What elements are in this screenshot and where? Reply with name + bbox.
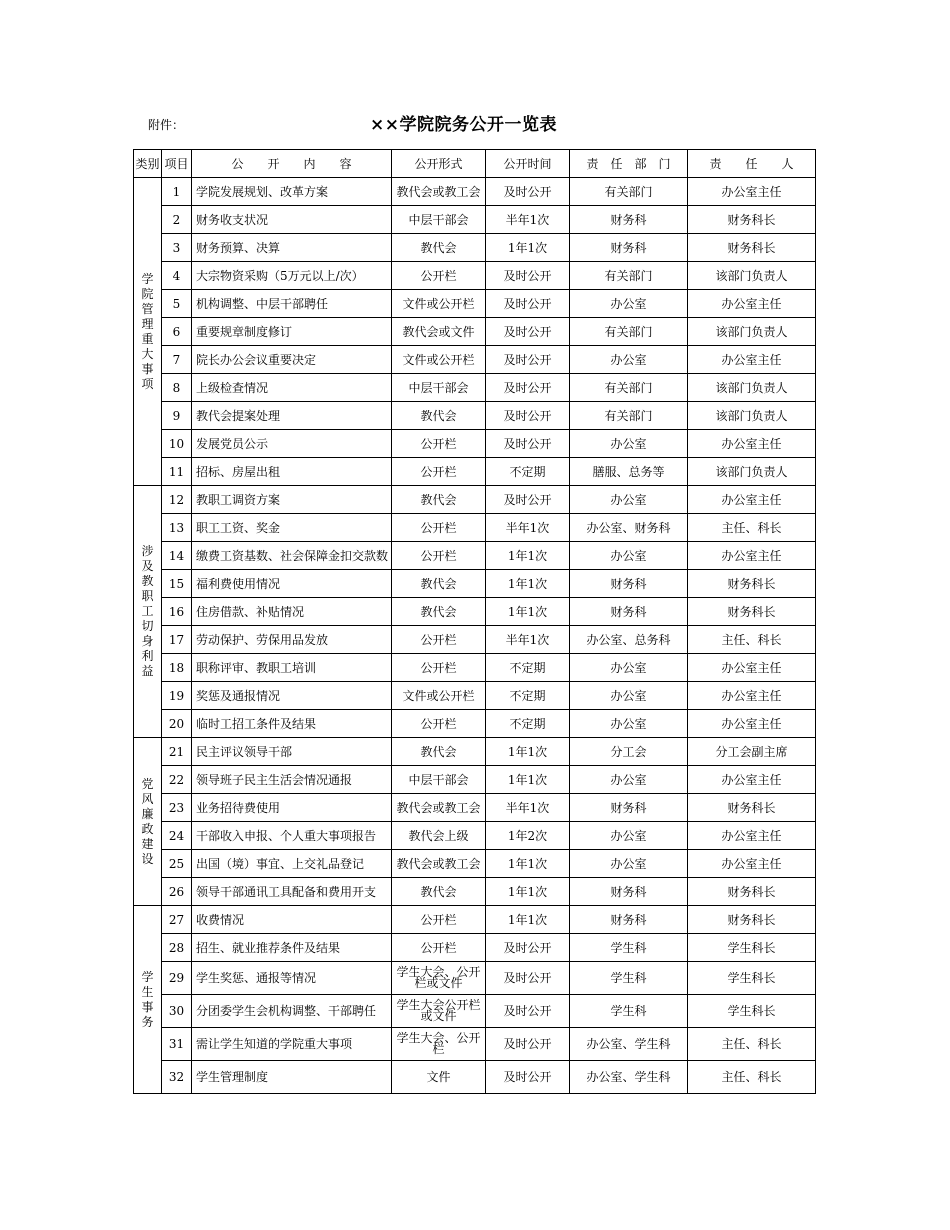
item-form: 学生大会、公开栏或文件 [392, 962, 486, 995]
table-row [134, 178, 816, 206]
item-time: 1年1次 [486, 542, 570, 570]
item-department: 财务科 [570, 234, 688, 262]
table-row [134, 402, 816, 430]
item-time: 及时公开 [486, 346, 570, 374]
item-person: 学生科长 [688, 995, 816, 1028]
item-form: 文件或公开栏 [392, 346, 486, 374]
item-number: 7 [162, 346, 192, 374]
table-row [134, 290, 816, 318]
item-content: 需让学生知道的学院重大事项 [192, 1028, 392, 1061]
item-department: 有关部门 [570, 262, 688, 290]
item-content: 干部收入申报、个人重大事项报告 [192, 822, 392, 850]
page-title: ××学院院务公开一览表 [370, 115, 557, 135]
item-department: 办公室 [570, 682, 688, 710]
item-content: 机构调整、中层干部聘任 [192, 290, 392, 318]
item-number: 31 [162, 1028, 192, 1061]
table-row [134, 262, 816, 290]
item-time: 1年1次 [486, 570, 570, 598]
item-person: 财务科长 [688, 878, 816, 906]
item-department: 办公室 [570, 430, 688, 458]
item-content: 劳动保护、劳保用品发放 [192, 626, 392, 654]
item-number: 20 [162, 710, 192, 738]
item-time: 1年2次 [486, 822, 570, 850]
item-department: 有关部门 [570, 178, 688, 206]
table-row [134, 234, 816, 262]
item-content: 出国（境）事宜、上交礼品登记 [192, 850, 392, 878]
table-row [134, 542, 816, 570]
item-content: 招生、就业推荐条件及结果 [192, 934, 392, 962]
item-person: 财务科长 [688, 206, 816, 234]
item-department: 分工会 [570, 738, 688, 766]
item-content: 民主评议领导干部 [192, 738, 392, 766]
item-person: 办公室主任 [688, 486, 816, 514]
item-person: 该部门负责人 [688, 402, 816, 430]
item-content: 职工工资、奖金 [192, 514, 392, 542]
item-content: 财务预算、决算 [192, 234, 392, 262]
item-person: 办公室主任 [688, 710, 816, 738]
table-row [134, 906, 816, 934]
item-person: 办公室主任 [688, 682, 816, 710]
header-item: 项目 [162, 150, 192, 178]
table-row [134, 1061, 816, 1094]
table-row [134, 962, 816, 995]
item-form: 公开栏 [392, 262, 486, 290]
header-department: 责 任 部 门 [570, 150, 688, 178]
category-label: 涉及教职工切身利益 [141, 544, 154, 678]
item-time: 及时公开 [486, 290, 570, 318]
table-row [134, 766, 816, 794]
item-number: 19 [162, 682, 192, 710]
item-person: 财务科长 [688, 570, 816, 598]
item-form: 公开栏 [392, 626, 486, 654]
item-number: 24 [162, 822, 192, 850]
table-row [134, 514, 816, 542]
item-department: 财务科 [570, 878, 688, 906]
table-row [134, 346, 816, 374]
table-row [134, 1028, 816, 1061]
item-content: 大宗物资采购（5万元以上/次） [192, 262, 392, 290]
item-person: 办公室主任 [688, 654, 816, 682]
item-time: 及时公开 [486, 995, 570, 1028]
item-form: 教代会或教工会 [392, 850, 486, 878]
item-time: 及时公开 [486, 1028, 570, 1061]
item-number: 14 [162, 542, 192, 570]
table-row [134, 710, 816, 738]
header-form: 公开形式 [392, 150, 486, 178]
item-time: 1年1次 [486, 234, 570, 262]
item-number: 28 [162, 934, 192, 962]
item-number: 11 [162, 458, 192, 486]
item-number: 1 [162, 178, 192, 206]
item-department: 有关部门 [570, 402, 688, 430]
table-row [134, 626, 816, 654]
category-label: 学生事务 [141, 969, 154, 1029]
category-label: 党风廉政建设 [141, 776, 154, 866]
item-number: 10 [162, 430, 192, 458]
table-row [134, 738, 816, 766]
item-person: 财务科长 [688, 794, 816, 822]
table-row [134, 878, 816, 906]
item-form: 文件或公开栏 [392, 290, 486, 318]
item-time: 1年1次 [486, 906, 570, 934]
item-form: 教代会或教工会 [392, 178, 486, 206]
item-number: 29 [162, 962, 192, 995]
item-person: 办公室主任 [688, 822, 816, 850]
item-form: 教代会 [392, 570, 486, 598]
item-content: 学生奖惩、通报等情况 [192, 962, 392, 995]
item-time: 及时公开 [486, 486, 570, 514]
item-department: 有关部门 [570, 318, 688, 346]
item-person: 主任、科长 [688, 1028, 816, 1061]
item-number: 21 [162, 738, 192, 766]
item-form: 教代会 [392, 878, 486, 906]
item-time: 半年1次 [486, 794, 570, 822]
item-form: 学生大会、公开栏 [392, 1028, 486, 1061]
item-time: 半年1次 [486, 206, 570, 234]
item-time: 1年1次 [486, 878, 570, 906]
item-content: 财务收支状况 [192, 206, 392, 234]
item-content: 福利费使用情况 [192, 570, 392, 598]
item-time: 不定期 [486, 458, 570, 486]
item-department: 财务科 [570, 206, 688, 234]
item-person: 财务科长 [688, 598, 816, 626]
item-form: 教代会或教工会 [392, 794, 486, 822]
item-department: 办公室 [570, 486, 688, 514]
item-person: 该部门负责人 [688, 262, 816, 290]
table-row [134, 794, 816, 822]
item-time: 及时公开 [486, 430, 570, 458]
item-number: 27 [162, 906, 192, 934]
item-person: 办公室主任 [688, 430, 816, 458]
category-cell [134, 906, 162, 1094]
item-number: 2 [162, 206, 192, 234]
item-number: 15 [162, 570, 192, 598]
item-time: 及时公开 [486, 934, 570, 962]
item-department: 办公室 [570, 850, 688, 878]
item-form: 教代会 [392, 402, 486, 430]
table-row [134, 570, 816, 598]
header-row [134, 150, 816, 178]
item-content: 上级检查情况 [192, 374, 392, 402]
item-time: 及时公开 [486, 1061, 570, 1094]
item-person: 财务科长 [688, 906, 816, 934]
disclosure-table [133, 149, 816, 1094]
item-content: 分团委学生会机构调整、干部聘任 [192, 995, 392, 1028]
item-time: 及时公开 [486, 374, 570, 402]
header-person: 责 任 人 [688, 150, 816, 178]
item-time: 不定期 [486, 682, 570, 710]
table-row [134, 206, 816, 234]
table-row [134, 318, 816, 346]
table-row [134, 374, 816, 402]
item-number: 30 [162, 995, 192, 1028]
category-cell [134, 178, 162, 486]
item-person: 主任、科长 [688, 626, 816, 654]
item-number: 8 [162, 374, 192, 402]
item-department: 膳服、总务等 [570, 458, 688, 486]
item-form: 教代会 [392, 234, 486, 262]
item-time: 及时公开 [486, 318, 570, 346]
item-time: 及时公开 [486, 962, 570, 995]
item-form: 学生大会公开栏或文件 [392, 995, 486, 1028]
item-department: 办公室、学生科 [570, 1028, 688, 1061]
item-person: 主任、科长 [688, 514, 816, 542]
item-number: 18 [162, 654, 192, 682]
item-number: 13 [162, 514, 192, 542]
item-form: 教代会 [392, 486, 486, 514]
item-number: 9 [162, 402, 192, 430]
table-row [134, 598, 816, 626]
item-person: 该部门负责人 [688, 458, 816, 486]
item-number: 23 [162, 794, 192, 822]
item-number: 32 [162, 1061, 192, 1094]
item-person: 学生科长 [688, 934, 816, 962]
table-row [134, 995, 816, 1028]
item-form: 公开栏 [392, 710, 486, 738]
item-number: 4 [162, 262, 192, 290]
category-cell [134, 738, 162, 906]
item-person: 办公室主任 [688, 290, 816, 318]
item-number: 25 [162, 850, 192, 878]
item-content: 领导班子民主生活会情况通报 [192, 766, 392, 794]
item-content: 重要规章制度修订 [192, 318, 392, 346]
item-form: 中层干部会 [392, 766, 486, 794]
item-content: 业务招待费使用 [192, 794, 392, 822]
item-person: 主任、科长 [688, 1061, 816, 1094]
item-number: 26 [162, 878, 192, 906]
item-form: 文件 [392, 1061, 486, 1094]
item-department: 财务科 [570, 598, 688, 626]
item-time: 1年1次 [486, 766, 570, 794]
item-form: 公开栏 [392, 542, 486, 570]
item-department: 办公室、财务科 [570, 514, 688, 542]
item-time: 及时公开 [486, 262, 570, 290]
item-content: 领导干部通讯工具配备和费用开支 [192, 878, 392, 906]
item-person: 学生科长 [688, 962, 816, 995]
item-department: 办公室 [570, 654, 688, 682]
item-number: 5 [162, 290, 192, 318]
item-number: 6 [162, 318, 192, 346]
item-person: 分工会副主席 [688, 738, 816, 766]
item-person: 该部门负责人 [688, 374, 816, 402]
item-number: 17 [162, 626, 192, 654]
item-form: 文件或公开栏 [392, 682, 486, 710]
item-person: 办公室主任 [688, 542, 816, 570]
item-form: 教代会 [392, 738, 486, 766]
item-form: 公开栏 [392, 906, 486, 934]
item-time: 1年1次 [486, 738, 570, 766]
item-content: 缴费工资基数、社会保障金扣交款数 [192, 542, 392, 570]
item-department: 办公室 [570, 766, 688, 794]
item-department: 办公室 [570, 346, 688, 374]
item-content: 学院发展规划、改革方案 [192, 178, 392, 206]
table-row [134, 682, 816, 710]
item-form: 公开栏 [392, 514, 486, 542]
item-time: 1年1次 [486, 598, 570, 626]
item-person: 办公室主任 [688, 850, 816, 878]
item-content: 收费情况 [192, 906, 392, 934]
item-person: 该部门负责人 [688, 318, 816, 346]
item-time: 及时公开 [486, 178, 570, 206]
item-person: 办公室主任 [688, 346, 816, 374]
item-form: 公开栏 [392, 654, 486, 682]
item-form: 教代会或文件 [392, 318, 486, 346]
item-department: 办公室 [570, 542, 688, 570]
item-department: 办公室、总务科 [570, 626, 688, 654]
item-person: 办公室主任 [688, 178, 816, 206]
item-person: 办公室主任 [688, 766, 816, 794]
item-content: 临时工招工条件及结果 [192, 710, 392, 738]
item-form: 公开栏 [392, 934, 486, 962]
table-row [134, 654, 816, 682]
item-form: 中层干部会 [392, 374, 486, 402]
item-time: 不定期 [486, 710, 570, 738]
table-row [134, 850, 816, 878]
item-content: 院长办公会议重要决定 [192, 346, 392, 374]
item-form: 教代会上级 [392, 822, 486, 850]
item-department: 办公室 [570, 822, 688, 850]
item-time: 及时公开 [486, 402, 570, 430]
item-department: 学生科 [570, 934, 688, 962]
item-content: 招标、房屋出租 [192, 458, 392, 486]
item-time: 1年1次 [486, 850, 570, 878]
item-time: 不定期 [486, 654, 570, 682]
item-department: 财务科 [570, 570, 688, 598]
item-form: 公开栏 [392, 430, 486, 458]
item-content: 奖惩及通报情况 [192, 682, 392, 710]
item-content: 发展党员公示 [192, 430, 392, 458]
item-department: 办公室、学生科 [570, 1061, 688, 1094]
item-form: 中层干部会 [392, 206, 486, 234]
item-number: 16 [162, 598, 192, 626]
header-category: 类别 [134, 150, 162, 178]
item-content: 职称评审、教职工培训 [192, 654, 392, 682]
attachment-label: 附件： [148, 118, 185, 132]
item-form: 教代会 [392, 598, 486, 626]
item-number: 3 [162, 234, 192, 262]
item-department: 财务科 [570, 794, 688, 822]
item-department: 学生科 [570, 962, 688, 995]
item-number: 12 [162, 486, 192, 514]
table-row [134, 486, 816, 514]
item-department: 办公室 [570, 710, 688, 738]
item-time: 半年1次 [486, 626, 570, 654]
category-label: 学院管理重大事项 [141, 271, 154, 391]
category-cell [134, 486, 162, 738]
item-department: 有关部门 [570, 374, 688, 402]
item-content: 教职工调资方案 [192, 486, 392, 514]
table-row [134, 934, 816, 962]
header-content: 公 开 内 容 [192, 150, 392, 178]
item-department: 办公室 [570, 290, 688, 318]
table-row [134, 458, 816, 486]
item-number: 22 [162, 766, 192, 794]
item-person: 财务科长 [688, 234, 816, 262]
item-content: 学生管理制度 [192, 1061, 392, 1094]
table-row [134, 430, 816, 458]
header-time: 公开时间 [486, 150, 570, 178]
item-content: 教代会提案处理 [192, 402, 392, 430]
item-form: 公开栏 [392, 458, 486, 486]
item-time: 半年1次 [486, 514, 570, 542]
item-content: 住房借款、补贴情况 [192, 598, 392, 626]
item-department: 财务科 [570, 906, 688, 934]
item-department: 学生科 [570, 995, 688, 1028]
table-row [134, 822, 816, 850]
